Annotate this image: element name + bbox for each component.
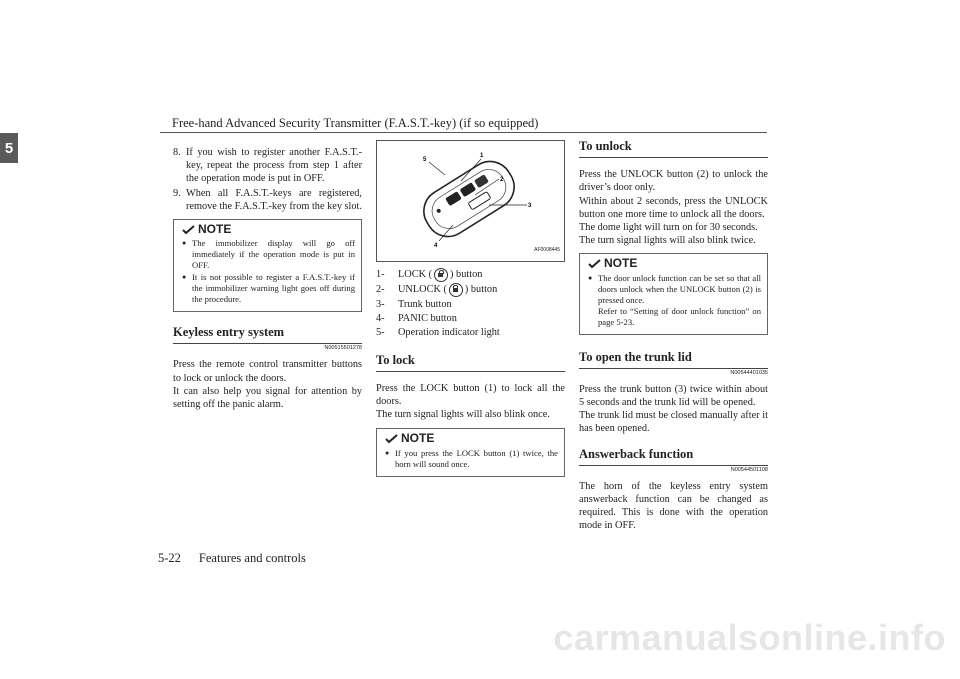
paragraph: The turn signal lights will also blink once.: [376, 409, 550, 421]
paragraph: The turn signal lights will also blink twice.: [579, 235, 756, 247]
legend-number: 2-: [376, 284, 385, 296]
column-right: [579, 140, 768, 533]
section-heading-to-lock: To lock: [376, 354, 565, 372]
step-number: 9.: [173, 187, 181, 199]
note-item: [182, 272, 355, 305]
document-code: N00515501278: [324, 345, 362, 352]
paragraph: The dome light will turn on for 30 seconds.: [579, 222, 758, 234]
page-number: 5-22: [158, 551, 181, 565]
legend-text: UNLOCK (: [398, 284, 447, 296]
page-header-title: Free-hand Advanced Security Transmitter (F.A.S.T.-key) (if so equipped): [172, 116, 539, 130]
note-icon: [588, 259, 601, 269]
callout-label: 1: [480, 153, 484, 159]
unlock-icon: [449, 283, 463, 297]
note-title: NOTE: [401, 431, 435, 446]
legend-text: Operation indicator light: [398, 327, 500, 339]
callout-label: 2: [500, 177, 504, 183]
legend-item-indicator: [376, 326, 565, 339]
note-item-body: [598, 273, 761, 328]
header-rule: [160, 132, 767, 133]
note-heading: [385, 432, 558, 445]
document-code: N00544501108: [730, 466, 768, 473]
legend-number: 5-: [376, 327, 385, 339]
paragraph: Within about 2 seconds, press the UNLOCK button one more time to unlock all the doors.: [579, 195, 768, 220]
note-item: [588, 273, 761, 328]
page-footer: [158, 551, 306, 566]
legend-text: ) button: [464, 284, 498, 296]
legend-text: Trunk button: [398, 299, 452, 310]
note-heading: [182, 223, 355, 236]
note-item: [385, 448, 558, 470]
paragraph: Press the UNLOCK button (2) to unlock the driver’s door only.: [579, 169, 768, 194]
callout-label: 5: [423, 157, 427, 163]
note-item: [182, 238, 355, 271]
watermark: carmanualsonline.info: [553, 617, 946, 658]
legend-number: 1-: [376, 269, 385, 281]
note-heading: [588, 257, 761, 270]
note-item-text: If you press the LOCK button (1) twice, the horn will sound once.: [395, 447, 558, 469]
column-left: [173, 146, 362, 411]
paragraph: It can also help you signal for attention by setting off the panic alarm.: [173, 385, 362, 411]
legend-number: 4-: [376, 313, 385, 325]
note-icon: [182, 225, 195, 235]
legend-item-panic: [376, 312, 565, 325]
step-8: [173, 146, 362, 186]
bullet-icon: ●: [588, 273, 593, 282]
callout-label: 4: [434, 243, 438, 249]
section-heading-trunk-lid: To open the trunk lid: [579, 351, 768, 369]
paragraph: The trunk lid must be closed manually after it has been opened.: [579, 410, 768, 435]
paragraph: Press the remote control transmitter buttons to lock or unlock the doors.: [173, 359, 362, 384]
legend-text: LOCK (: [398, 269, 433, 281]
column-middle: [376, 140, 565, 477]
legend-text: ) button: [450, 269, 483, 281]
paragraph: The horn of the keyless entry system answerback function can be changed as required. This is done with the operation mode in OFF.: [579, 480, 768, 532]
footer-section: Features and controls: [198, 551, 306, 565]
note-item-text: The door unlock function can be set so that all doors unlock when the UNLOCK button (2) is pressed once.: [598, 272, 761, 305]
section-heading-answerback: Answerback function: [579, 448, 768, 466]
step-number: 8.: [173, 147, 181, 158]
step-9: [173, 187, 362, 213]
lock-icon: [434, 268, 448, 282]
note-item-text: It is not possible to register a F.A.S.T.-key if the immobilizer warning light goes off during the procedure.: [192, 272, 355, 305]
note-box: [579, 253, 768, 334]
key-fob-figure: [376, 140, 565, 262]
step-text: When all F.A.S.T.-keys are registered, remove the F.A.S.T.-key from the key slot.: [186, 187, 362, 212]
bullet-icon: ●: [385, 448, 390, 457]
legend-item-lock: [376, 268, 565, 282]
legend-text: PANIC button: [398, 313, 457, 325]
note-icon: [385, 434, 398, 444]
note-title: NOTE: [198, 222, 232, 237]
note-box: [173, 219, 362, 312]
paragraph: Press the LOCK button (1) to lock all the doors.: [376, 382, 565, 408]
note-item-text: The immobilizer display will go off immediately if the operation mode is put in OFF.: [192, 238, 355, 271]
legend-number: 3-: [376, 299, 385, 310]
step-text: If you wish to register another F.A.S.T.-key, repeat the process from step 1 after the operation mode is put in OFF.: [186, 147, 362, 185]
note-title: NOTE: [604, 256, 638, 271]
section-heading-keyless-entry: Keyless entry system: [173, 326, 362, 344]
bullet-icon: ●: [182, 239, 187, 248]
note-item-reference: Refer to “Setting of door unlock function” on page 5-23.: [598, 305, 761, 327]
figure-id: AF0008445: [534, 246, 560, 253]
section-heading-to-unlock: To unlock: [579, 140, 768, 158]
note-box: [376, 428, 565, 476]
paragraph: Press the trunk button (3) twice within about 5 seconds and the trunk lid will be opened.: [579, 383, 768, 409]
document-code: N00544401035: [730, 369, 768, 376]
legend-item-trunk: [376, 298, 565, 311]
legend-item-unlock: [376, 283, 565, 297]
bullet-icon: ●: [182, 273, 187, 282]
callout-label: 3: [528, 203, 532, 209]
chapter-tab: 5: [0, 133, 18, 163]
